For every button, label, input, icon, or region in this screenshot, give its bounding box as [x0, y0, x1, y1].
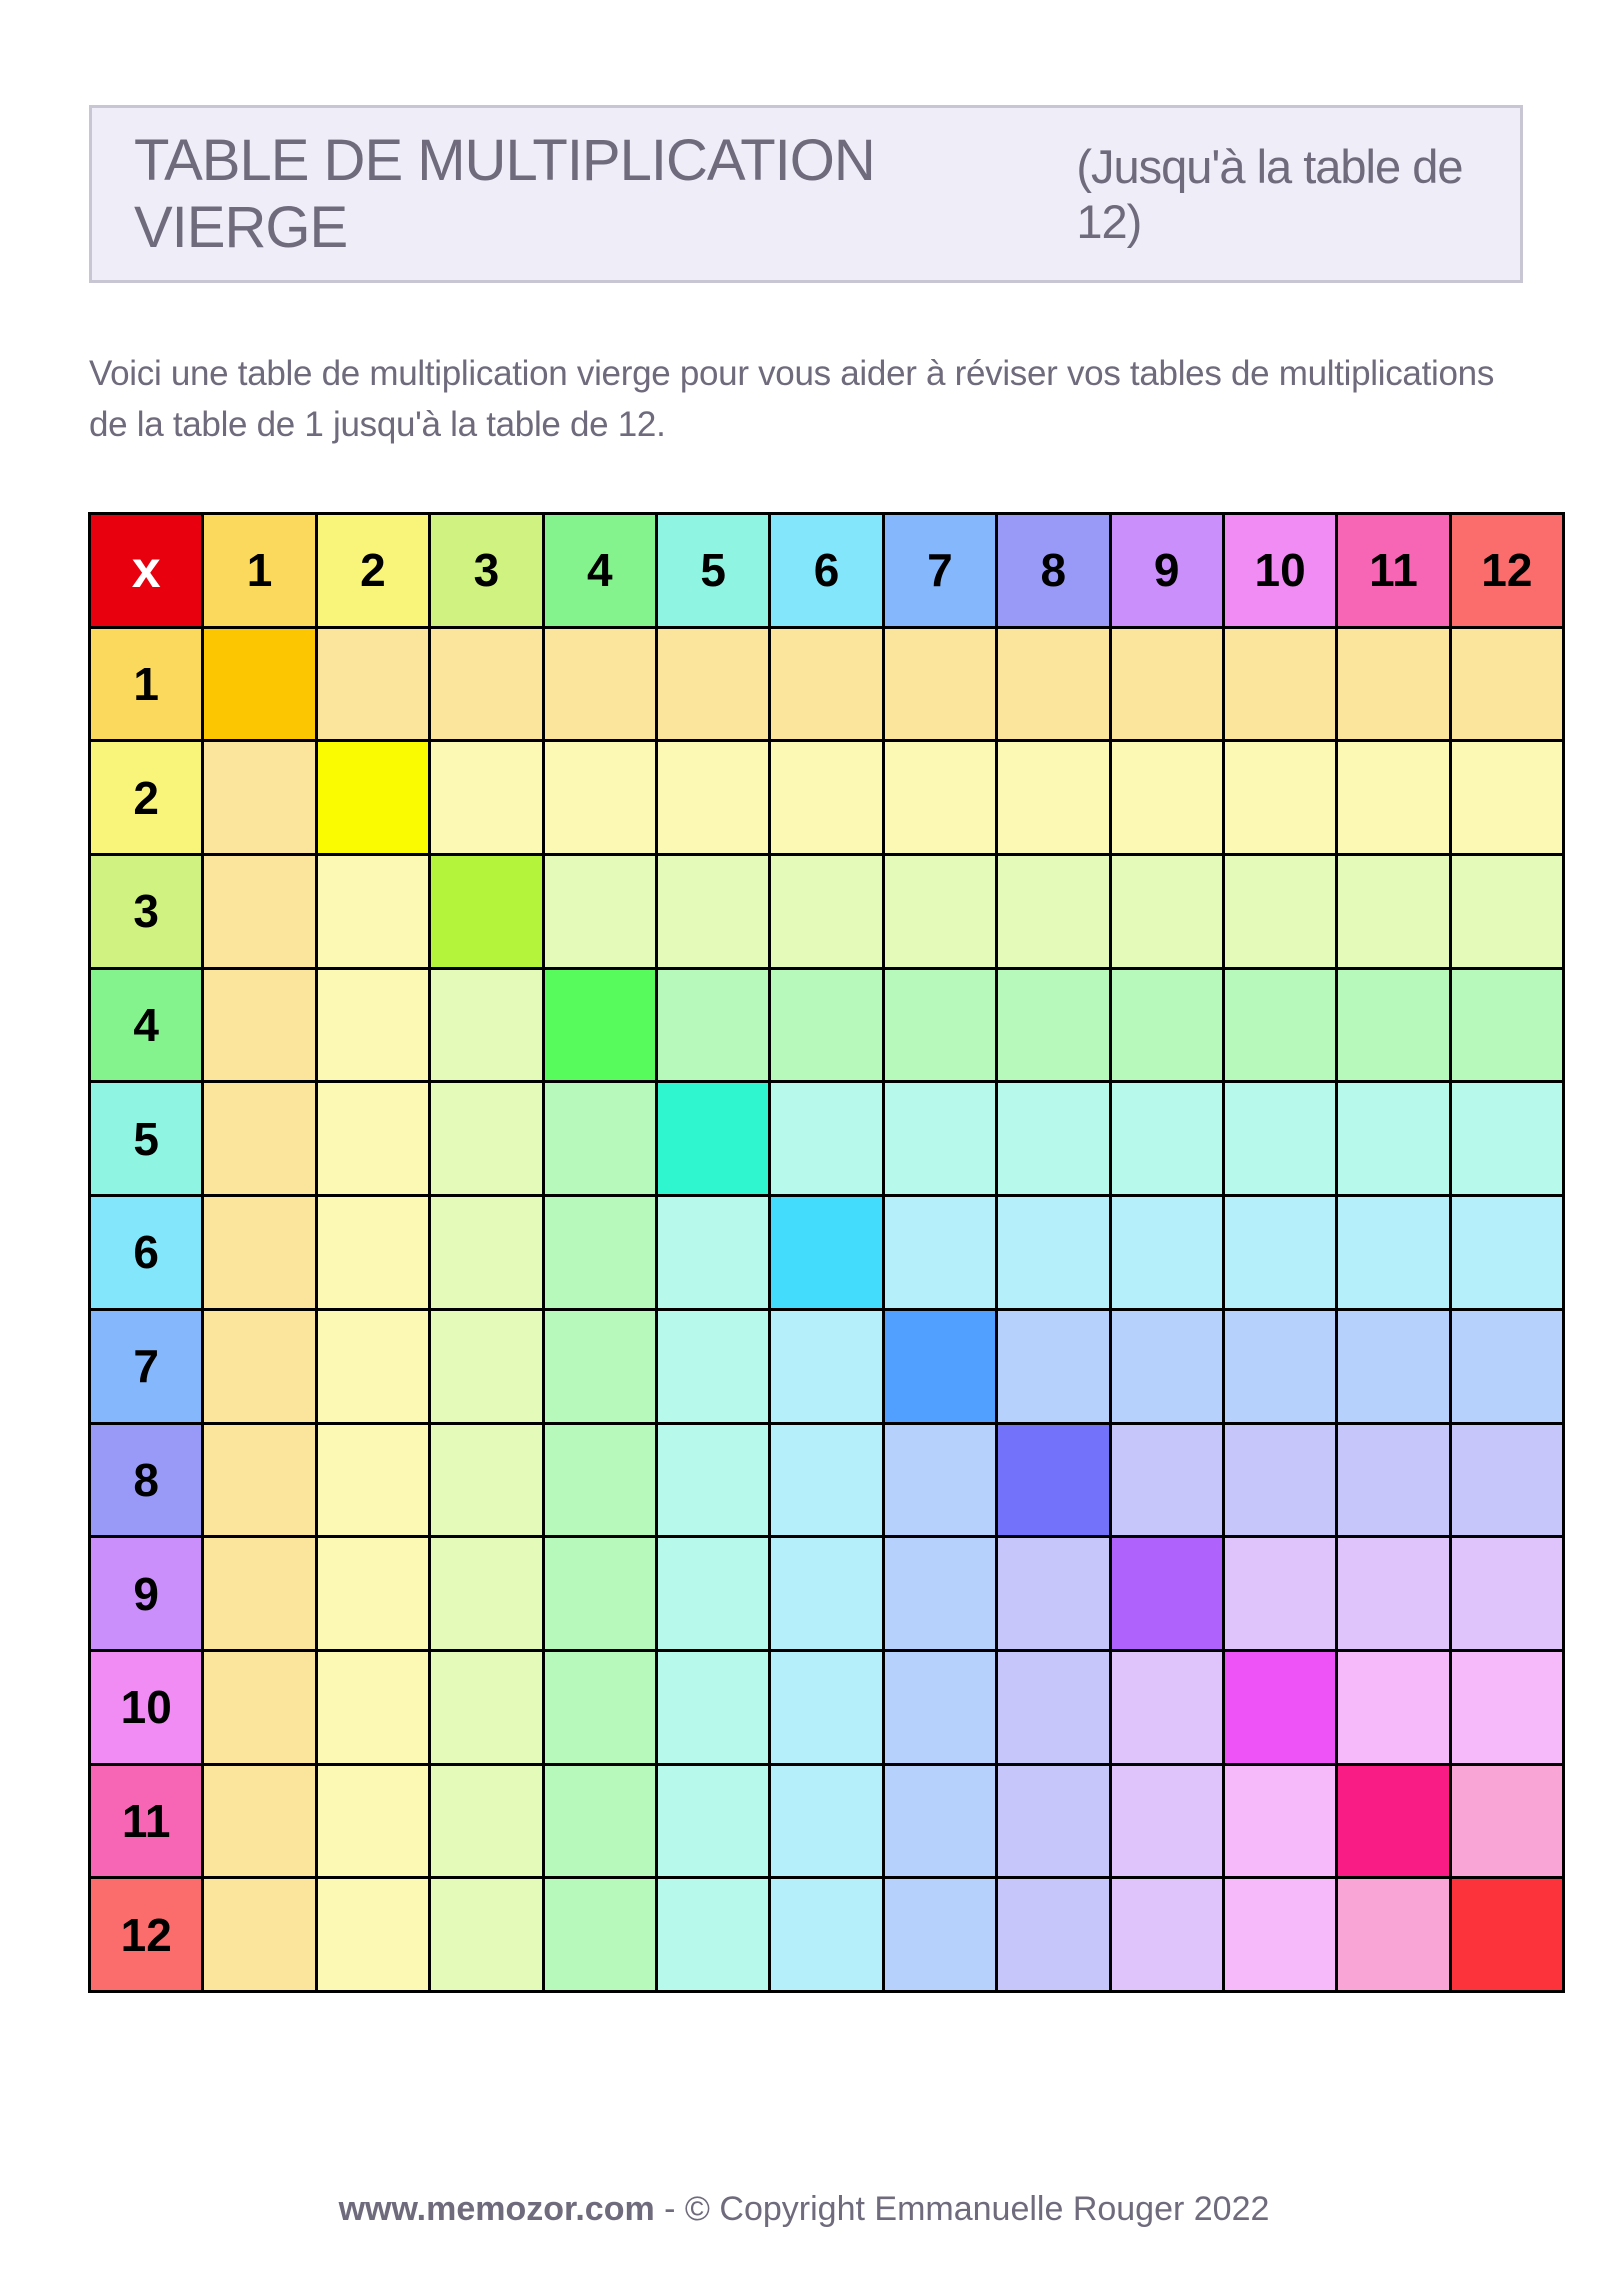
table-cell[interactable]	[1338, 629, 1448, 740]
table-cell[interactable]	[1112, 856, 1222, 967]
table-cell[interactable]	[318, 856, 428, 967]
table-cell[interactable]	[1112, 1197, 1222, 1308]
row-header-1: 1	[91, 629, 201, 740]
table-cell[interactable]	[771, 1766, 881, 1877]
table-cell[interactable]	[1338, 1425, 1448, 1536]
table-cell[interactable]	[658, 1652, 768, 1763]
table-cell[interactable]	[204, 1425, 314, 1536]
table-cell[interactable]	[1338, 1766, 1448, 1877]
table-cell[interactable]	[1338, 742, 1448, 853]
table-cell[interactable]	[204, 742, 314, 853]
column-header-3: 3	[431, 515, 541, 626]
table-cell[interactable]	[1112, 1083, 1222, 1194]
table-cell[interactable]	[771, 1538, 881, 1649]
row-header-8: 8	[91, 1425, 201, 1536]
row-header-2: 2	[91, 742, 201, 853]
table-cell[interactable]	[771, 856, 881, 967]
table-cell[interactable]	[1338, 1083, 1448, 1194]
table-cell[interactable]	[998, 1197, 1108, 1308]
table-cell[interactable]	[1112, 1766, 1222, 1877]
table-cell[interactable]	[204, 1311, 314, 1422]
table-cell[interactable]	[1452, 1197, 1562, 1308]
table-cell[interactable]	[318, 1538, 428, 1649]
table-cell[interactable]	[1452, 742, 1562, 853]
table-cell[interactable]	[658, 742, 768, 853]
table-cell[interactable]	[204, 1083, 314, 1194]
table-cell[interactable]	[204, 1766, 314, 1877]
table-cell[interactable]	[318, 1766, 428, 1877]
page-title: TABLE DE MULTIPLICATION VIERGE	[134, 128, 875, 260]
table-cell[interactable]	[658, 1197, 768, 1308]
corner-cell: x	[91, 515, 201, 626]
table-cell[interactable]	[431, 629, 541, 740]
table-cell[interactable]	[545, 1766, 655, 1877]
table-cell[interactable]	[885, 629, 995, 740]
table-cell[interactable]	[431, 1083, 541, 1194]
table-cell[interactable]	[1452, 1652, 1562, 1763]
table-cell[interactable]	[771, 1083, 881, 1194]
table-cell[interactable]	[771, 1879, 881, 1990]
table-cell[interactable]	[318, 1879, 428, 1990]
table-cell[interactable]	[998, 970, 1108, 1081]
row-header-12: 12	[91, 1879, 201, 1990]
table-cell[interactable]	[998, 856, 1108, 967]
table-cell[interactable]	[885, 1197, 995, 1308]
table-cell[interactable]	[1338, 1879, 1448, 1990]
table-cell[interactable]	[545, 1311, 655, 1422]
table-cell[interactable]	[771, 1197, 881, 1308]
table-cell[interactable]	[1452, 1425, 1562, 1536]
table-cell[interactable]	[431, 1425, 541, 1536]
table-cell[interactable]	[998, 1766, 1108, 1877]
table-cell[interactable]	[885, 970, 995, 1081]
table-cell[interactable]	[318, 970, 428, 1081]
table-cell[interactable]	[1225, 1083, 1335, 1194]
table-cell[interactable]	[771, 742, 881, 853]
table-cell[interactable]	[1452, 1311, 1562, 1422]
table-cell[interactable]	[1338, 856, 1448, 967]
row-header-11: 11	[91, 1766, 201, 1877]
footer-site-link[interactable]: www.memozor.com	[338, 2190, 655, 2228]
table-cell[interactable]	[1225, 1538, 1335, 1649]
table-cell[interactable]	[431, 1311, 541, 1422]
table-cell[interactable]	[1452, 1538, 1562, 1649]
table-cell[interactable]	[998, 1652, 1108, 1763]
table-cell[interactable]	[658, 629, 768, 740]
table-cell[interactable]	[998, 1311, 1108, 1422]
multiplication-table	[88, 512, 1565, 1993]
column-header-5: 5	[658, 515, 768, 626]
table-cell[interactable]	[431, 1766, 541, 1877]
column-header-8: 8	[998, 515, 1108, 626]
column-header-2: 2	[318, 515, 428, 626]
table-cell[interactable]	[545, 1538, 655, 1649]
row-header-10: 10	[91, 1652, 201, 1763]
table-cell[interactable]	[318, 742, 428, 853]
table-cell[interactable]	[431, 1197, 541, 1308]
table-cell[interactable]	[318, 1311, 428, 1422]
table-cell[interactable]	[1112, 629, 1222, 740]
table-cell[interactable]	[885, 742, 995, 853]
title-box	[89, 105, 1523, 283]
table-cell[interactable]	[771, 1425, 881, 1536]
table-cell[interactable]	[998, 1538, 1108, 1649]
page-subtitle: (Jusqu'à la table de 12)	[1076, 140, 1463, 248]
table-cell[interactable]	[658, 1766, 768, 1877]
table-cell[interactable]	[771, 1652, 881, 1763]
table-cell[interactable]	[1225, 1879, 1335, 1990]
table-cell[interactable]	[1452, 1766, 1562, 1877]
table-cell[interactable]	[885, 1425, 995, 1536]
table-cell[interactable]	[885, 1879, 995, 1990]
table-cell[interactable]	[204, 856, 314, 967]
table-cell[interactable]	[318, 1197, 428, 1308]
table-cell[interactable]	[658, 1425, 768, 1536]
table-cell[interactable]	[545, 1879, 655, 1990]
table-cell[interactable]	[771, 629, 881, 740]
table-cell[interactable]	[1112, 1311, 1222, 1422]
table-cell[interactable]	[545, 1197, 655, 1308]
table-cell[interactable]	[885, 1538, 995, 1649]
table-cell[interactable]	[1452, 970, 1562, 1081]
table-cell[interactable]	[1338, 1538, 1448, 1649]
table-cell[interactable]	[1452, 856, 1562, 967]
table-cell[interactable]	[1112, 970, 1222, 1081]
row-header-4: 4	[91, 970, 201, 1081]
table-cell[interactable]	[1225, 1652, 1335, 1763]
table-cell[interactable]	[204, 629, 314, 740]
table-cell[interactable]	[431, 1879, 541, 1990]
table-cell[interactable]	[1225, 742, 1335, 853]
column-header-12: 12	[1452, 515, 1562, 626]
table-cell[interactable]	[1338, 1197, 1448, 1308]
table-cell[interactable]	[204, 1652, 314, 1763]
table-cell[interactable]	[1338, 1652, 1448, 1763]
table-cell[interactable]	[318, 629, 428, 740]
table-cell[interactable]	[658, 1311, 768, 1422]
row-header-3: 3	[91, 856, 201, 967]
table-cell[interactable]	[1225, 970, 1335, 1081]
intro-text: Voici une table de multiplication vierge pour vous aider à réviser vos tables de multiplications de la table de 1 jusqu'à la table de 12.	[89, 354, 1495, 444]
column-header-7: 7	[885, 515, 995, 626]
table-cell[interactable]	[204, 1879, 314, 1990]
table-cell[interactable]	[998, 629, 1108, 740]
table-cell[interactable]	[1452, 629, 1562, 740]
table-cell[interactable]	[1225, 1311, 1335, 1422]
table-cell[interactable]	[318, 1652, 428, 1763]
table-cell[interactable]	[998, 1879, 1108, 1990]
table-cell[interactable]	[885, 1311, 995, 1422]
table-cell[interactable]	[1112, 1425, 1222, 1536]
column-header-11: 11	[1338, 515, 1448, 626]
table-cell[interactable]	[545, 1083, 655, 1194]
table-cell[interactable]	[431, 742, 541, 853]
row-header-9: 9	[91, 1538, 201, 1649]
table-cell[interactable]	[545, 742, 655, 853]
table-cell[interactable]	[204, 1538, 314, 1649]
footer	[0, 2190, 1608, 2229]
table-cell[interactable]	[998, 1425, 1108, 1536]
table-cell[interactable]	[1225, 1197, 1335, 1308]
table-cell[interactable]	[658, 1083, 768, 1194]
table-cell[interactable]	[1112, 1879, 1222, 1990]
row-header-5: 5	[91, 1083, 201, 1194]
table-cell[interactable]	[1112, 1538, 1222, 1649]
table-cell[interactable]	[658, 856, 768, 967]
table-cell[interactable]	[771, 970, 881, 1081]
table-cell[interactable]	[318, 1425, 428, 1536]
column-header-9: 9	[1112, 515, 1222, 626]
table-cell[interactable]	[885, 1083, 995, 1194]
table-cell[interactable]	[1225, 1425, 1335, 1536]
table-cell[interactable]	[1452, 1879, 1562, 1990]
table-cell[interactable]	[658, 970, 768, 1081]
table-cell[interactable]	[658, 1879, 768, 1990]
table-cell[interactable]	[1112, 1652, 1222, 1763]
table-cell[interactable]	[885, 1652, 995, 1763]
table-cell[interactable]	[1112, 742, 1222, 853]
table-cell[interactable]	[431, 856, 541, 967]
column-header-1: 1	[204, 515, 314, 626]
table-cell[interactable]	[431, 970, 541, 1081]
table-cell[interactable]	[204, 970, 314, 1081]
table-cell[interactable]	[1338, 1311, 1448, 1422]
table-cell[interactable]	[431, 1538, 541, 1649]
table-cell[interactable]	[1225, 856, 1335, 967]
table-cell[interactable]	[545, 1425, 655, 1536]
column-header-6: 6	[771, 515, 881, 626]
row-header-7: 7	[91, 1311, 201, 1422]
table-cell[interactable]	[998, 1083, 1108, 1194]
table-cell[interactable]	[1452, 1083, 1562, 1194]
column-header-10: 10	[1225, 515, 1335, 626]
table-cell[interactable]	[545, 1652, 655, 1763]
table-cell[interactable]	[204, 1197, 314, 1308]
table-cell[interactable]	[1225, 629, 1335, 740]
table-cell[interactable]	[998, 742, 1108, 853]
table-cell[interactable]	[545, 629, 655, 740]
table-cell[interactable]	[431, 1652, 541, 1763]
table-cell[interactable]	[1225, 1766, 1335, 1877]
table-cell[interactable]	[771, 1311, 881, 1422]
table-cell[interactable]	[658, 1538, 768, 1649]
table-cell[interactable]	[1338, 970, 1448, 1081]
footer-copyright: - © Copyright Emmanuelle Rouger 2022	[654, 2190, 1270, 2228]
table-cell[interactable]	[545, 856, 655, 967]
table-cell[interactable]	[885, 856, 995, 967]
row-header-6: 6	[91, 1197, 201, 1308]
table-cell[interactable]	[885, 1766, 995, 1877]
column-header-4: 4	[545, 515, 655, 626]
table-cell[interactable]	[318, 1083, 428, 1194]
table-cell[interactable]	[545, 970, 655, 1081]
